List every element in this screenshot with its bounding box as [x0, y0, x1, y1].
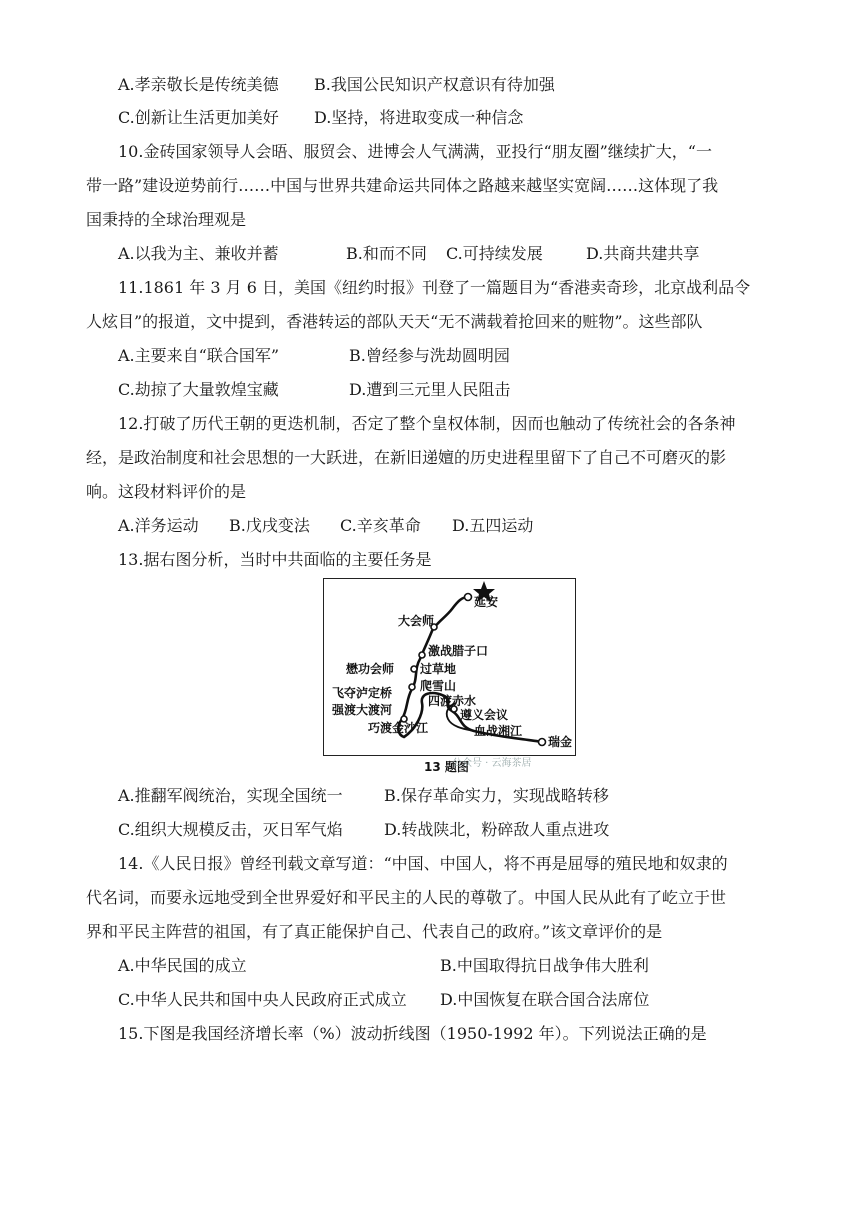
map-label-sidu: 四渡赤水 — [428, 694, 477, 708]
q13-option-d: D.转战陕北，粉碎敌人重点进攻 — [384, 820, 610, 839]
q14-stem-line3: 界和平民主阵营的祖国，有了真正能保护自己、代表自己的政府。”该文章评价的是 — [86, 922, 663, 941]
map-label-guocaodi: 过草地 — [420, 662, 457, 676]
map-label-qiangdu: 强渡大渡河 — [332, 703, 393, 717]
q11-option-c: C.劫掠了大量敦煌宝藏 — [118, 380, 279, 399]
q12-stem-line3: 响。这段材料评价的是 — [86, 482, 247, 501]
waypoint-lazikou — [419, 652, 425, 658]
map-label-yanan: 延安 — [474, 595, 499, 609]
q11-stem-line2: 人炫目”的报道，文中提到，香港转运的部队天天“无不满载着抢回来的赃物”。这些部队 — [86, 312, 703, 331]
watermark-text: 公众号 · 云海茶居 — [452, 758, 532, 769]
q11-option-d: D.遭到三元里人民阻击 — [349, 380, 511, 399]
q10-stem-line3: 国秉持的全球治理观是 — [86, 210, 247, 229]
q11-option-a: A.主要来自“联合国军” — [118, 346, 280, 365]
q14-option-a: A.中华民国的成立 — [118, 956, 247, 975]
map-label-maogong: 懋功会师 — [346, 662, 395, 676]
q9-option-a: A.孝亲敬长是传统美德 — [118, 75, 279, 94]
waypoint-yanan — [465, 594, 472, 601]
q13-option-c: C.组织大规模反击，灭日军气焰 — [118, 820, 343, 839]
map-label-ruijin: 瑞金 — [548, 735, 573, 749]
q10-stem-line1: 10.金砖国家领导人会晤、服贸会、进博会人气满满，亚投行“朋友圈”继续扩大，“一 — [118, 142, 712, 161]
q9-option-b: B.我国公民知识产权意识有待加强 — [314, 75, 555, 94]
q13-stem-line1: 13.据右图分析，当时中共面临的主要任务是 — [118, 550, 432, 569]
map-label-zunyi: 遵义会议 — [460, 708, 509, 722]
q12-option-b: B.戊戌变法 — [229, 516, 310, 535]
q13-option-b: B.保存革命实力，实现战略转移 — [384, 786, 609, 805]
map-label-jizhan: 激战腊子口 — [428, 644, 489, 658]
q14-stem-line2: 代名词，而要永远地受到全世界爱好和平民主的人民的尊敬了。中国人民从此有了屹立于世 — [86, 888, 727, 907]
q10-option-a: A.以我为主、兼收并蓄 — [118, 244, 279, 263]
q14-option-c: C.中华人民共和国中央人民政府正式成立 — [118, 990, 407, 1009]
q11-option-b: B.曾经参与洗劫圆明园 — [349, 346, 510, 365]
q12-option-c: C.辛亥革命 — [340, 516, 421, 535]
q12-option-d: D.五四运动 — [452, 516, 534, 535]
waypoint-xueshan — [409, 684, 415, 690]
q14-option-b: B.中国取得抗日战争伟大胜利 — [440, 956, 649, 975]
q12-option-a: A.洋务运动 — [118, 516, 199, 535]
q13-option-a: A.推翻军阀统治，实现全国统一 — [118, 786, 343, 805]
q10-option-c: C.可持续发展 — [446, 244, 543, 263]
q12-stem-line1: 12.打破了历代王朝的更迭机制，否定了整个皇权体制，因而也触动了传统社会的各条神 — [118, 414, 736, 433]
q11-stem-line1: 11.1861 年 3 月 6 日，美国《纽约时报》刊登了一篇题目为“香港卖奇珍，北京战利品令 — [118, 278, 751, 297]
q10-stem-line2: 带一路”建设逆势前行……中国与世界共建命运共同体之路越来越坚实宽阔……这体现了我 — [86, 176, 719, 195]
q10-option-b: B.和而不同 — [346, 244, 427, 263]
q9-option-d: D.坚持，将进取变成一种信念 — [314, 108, 524, 127]
q14-option-d: D.中国恢复在联合国合法席位 — [440, 990, 650, 1009]
map-caption: 13 题图 — [424, 760, 469, 774]
q9-option-c: C.创新让生活更加美好 — [118, 108, 279, 127]
map-label-xuezhan: 血战湘江 — [474, 724, 523, 738]
map-label-feiduo: 飞夺泸定桥 — [332, 686, 393, 700]
map-label-qiaodu: 巧渡金沙江 — [368, 721, 429, 735]
q15-stem-line1: 15.下图是我国经济增长率（%）波动折线图（1950-1992 年）。下列说法正确的是 — [118, 1024, 707, 1043]
q12-stem-line2: 经，是政治制度和社会思想的一大跃进，在新旧递嬗的历史进程里留下了自己不可磨灭的影 — [86, 448, 727, 467]
map-label-dahuishi: 大会师 — [398, 614, 435, 628]
map-label-paxueshan: 爬雪山 — [420, 679, 457, 693]
waypoint-maogong — [411, 666, 417, 672]
q10-option-d: D.共商共建共享 — [586, 244, 700, 263]
waypoint-ruijin — [539, 739, 546, 746]
long-march-map — [323, 578, 576, 756]
q14-stem-line1: 14.《人民日报》曾经刊载文章写道：“中国、中国人，将不再是屈辱的殖民地和奴隶的 — [118, 854, 728, 873]
